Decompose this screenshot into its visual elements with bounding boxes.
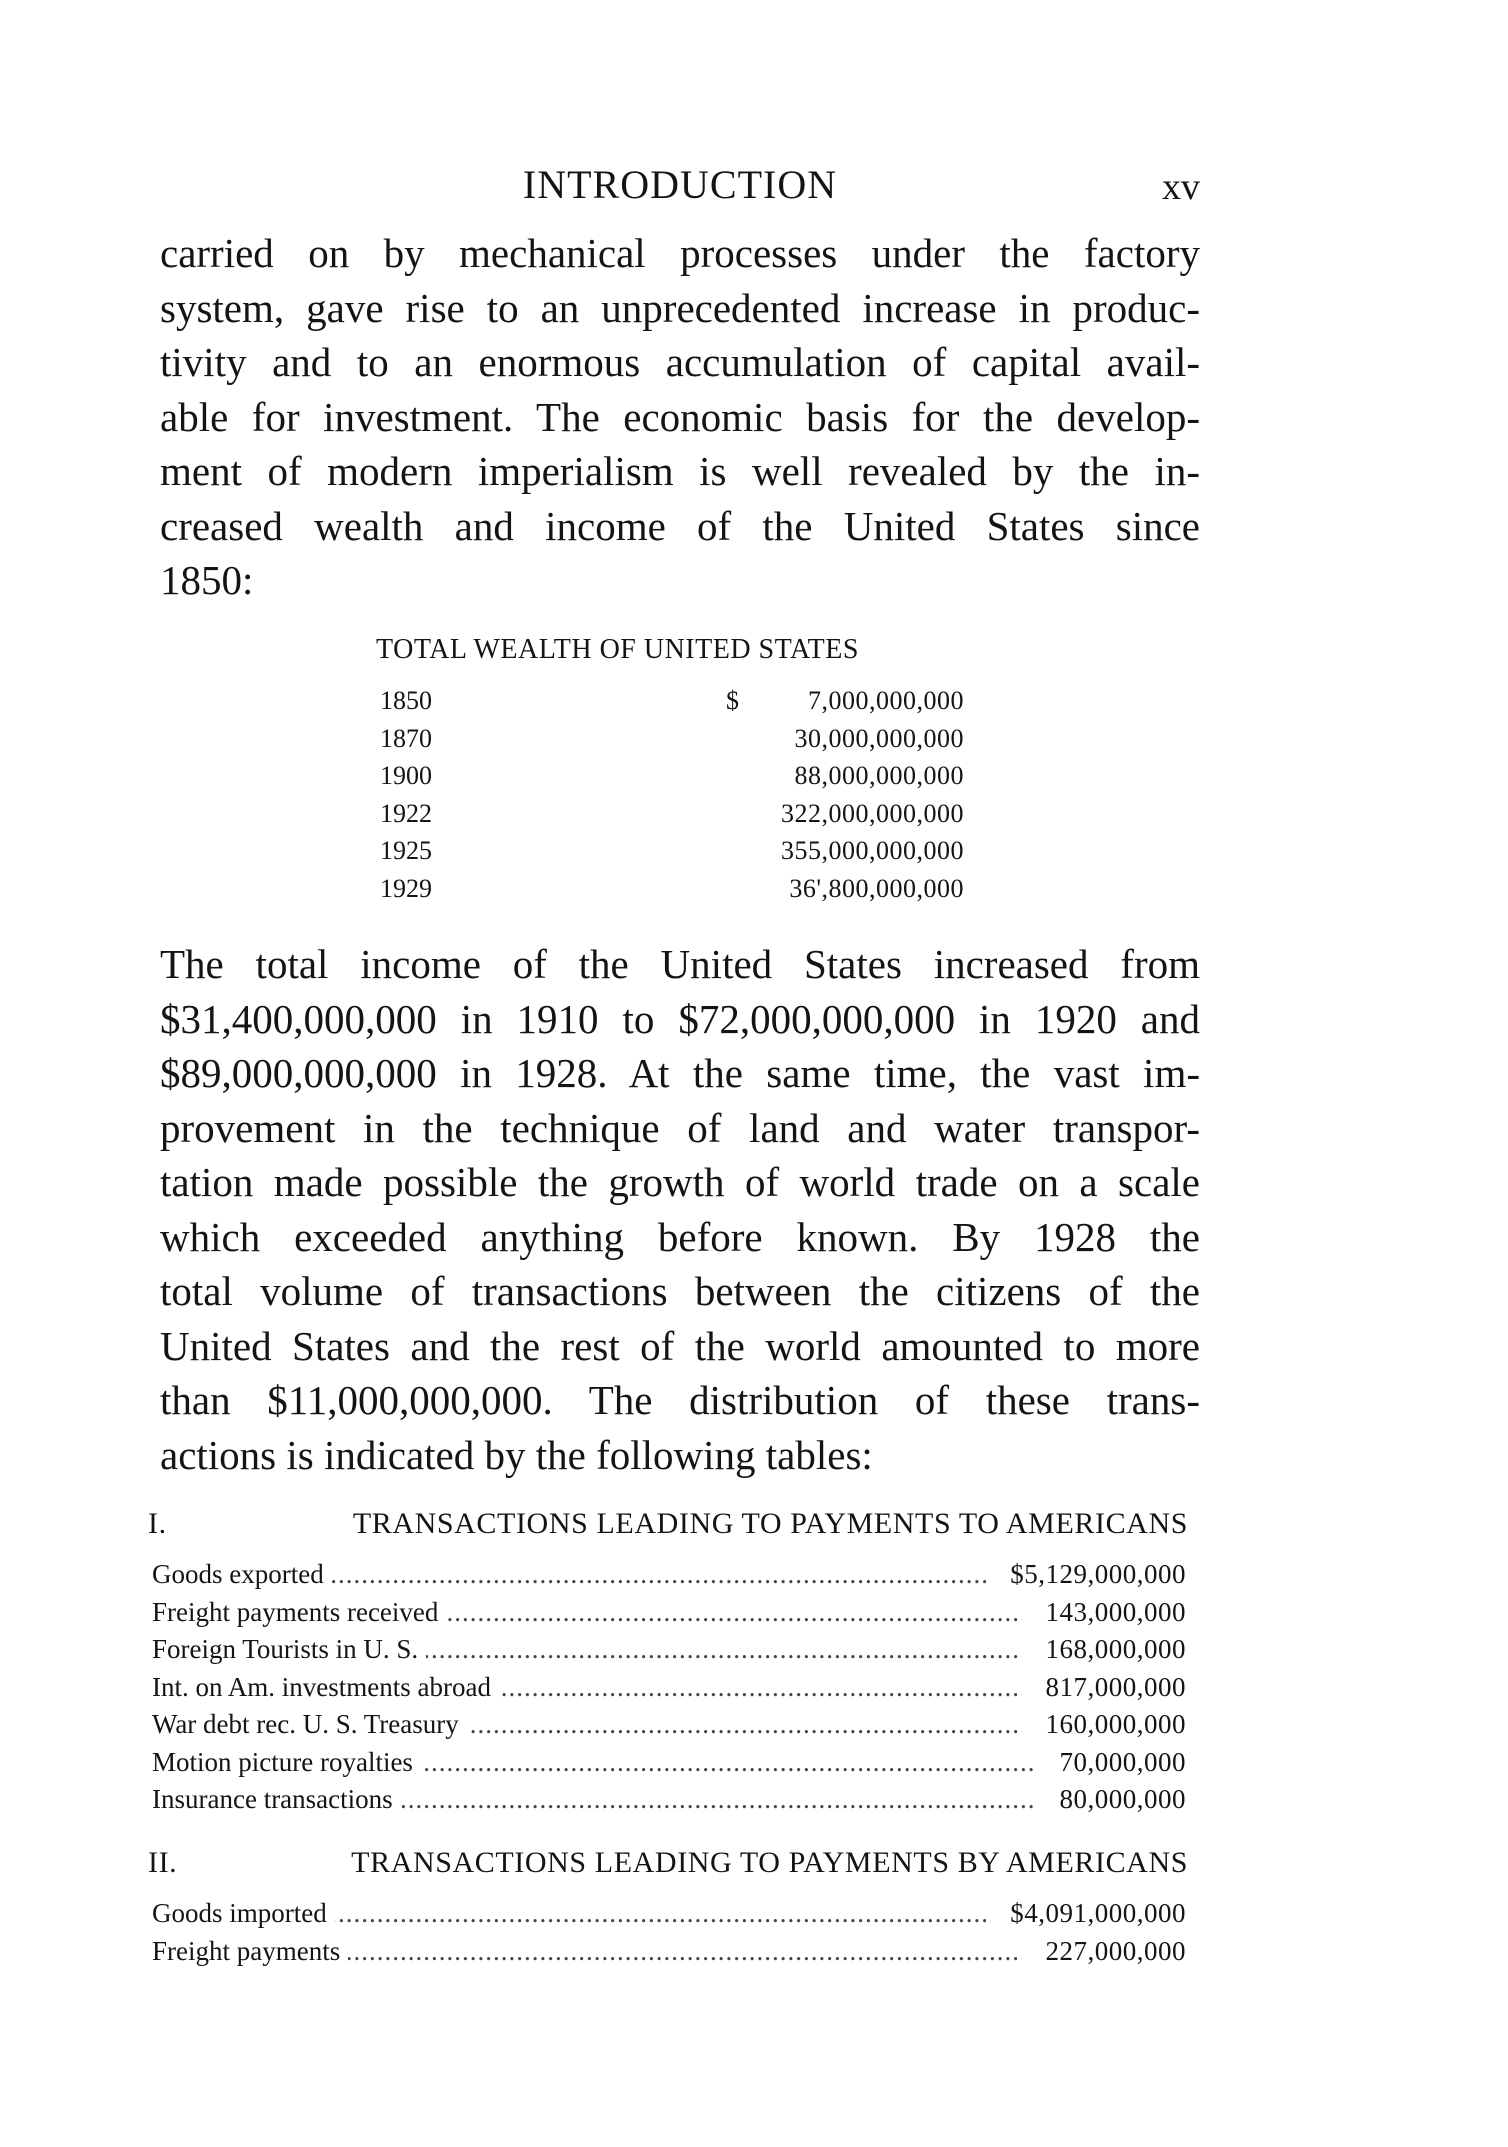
text-line: than $11,000,000,000. The distribution of these trans- bbox=[160, 1377, 1200, 1423]
wealth-year: 1929 bbox=[380, 873, 432, 903]
row-amount: 70,000,000 bbox=[1036, 1744, 1187, 1782]
table-heading-text: TRANSACTIONS LEADING TO PAYMENTS BY AMERICANS bbox=[351, 1846, 1188, 1879]
text-line: carried on by mechanical processes under the factory bbox=[160, 230, 1200, 276]
text-line: which exceeded anything before known. By 1928 the bbox=[160, 1213, 1200, 1260]
text-line: able for investment. The economic basis for the develop- bbox=[160, 393, 1200, 440]
wealth-year: 1900 bbox=[380, 761, 432, 790]
running-title: INTRODUCTION bbox=[522, 162, 838, 207]
row-amount: 227,000,000 bbox=[1022, 1933, 1187, 1971]
row-label: War debt rec. U. S. Treasury bbox=[152, 1709, 467, 1739]
table-row bbox=[148, 1669, 1188, 1707]
row-amount: 168,000,000 bbox=[1022, 1631, 1187, 1669]
table-row bbox=[148, 1933, 1188, 1971]
wealth-year: 1850 bbox=[380, 686, 432, 715]
table-row bbox=[148, 1781, 1188, 1819]
table-row bbox=[376, 720, 976, 758]
table-row bbox=[148, 1594, 1188, 1632]
table-row bbox=[148, 1744, 1188, 1782]
wealth-amount: 355,000,000,000 bbox=[781, 836, 964, 865]
wealth-amount: 322,000,000,000 bbox=[781, 798, 964, 828]
transactions-to-americans-table bbox=[148, 1504, 1188, 1819]
table-row bbox=[376, 870, 976, 908]
row-amount: $5,129,000,000 bbox=[986, 1556, 1186, 1594]
wealth-table-rows bbox=[376, 682, 976, 907]
row-amount: 817,000,000 bbox=[1022, 1669, 1187, 1707]
wealth-table-title: TOTAL WEALTH OF UNITED STATES bbox=[376, 634, 859, 665]
row-label: Goods imported bbox=[152, 1898, 335, 1928]
table-row bbox=[376, 682, 976, 720]
row-amount: 160,000,000 bbox=[1022, 1706, 1187, 1744]
table-numeral: II. bbox=[148, 1846, 178, 1879]
table-rows bbox=[148, 1895, 1188, 1970]
table-rows bbox=[148, 1556, 1188, 1819]
row-label: Foreign Tourists in U. S. bbox=[152, 1634, 426, 1664]
text-line: provement in the technique of land and water transpor- bbox=[160, 1104, 1200, 1151]
row-label: Freight payments bbox=[152, 1936, 348, 1966]
text-line: $31,400,000,000 in 1910 to $72,000,000,000 in 1920 and bbox=[160, 995, 1200, 1042]
transactions-by-americans-table bbox=[148, 1843, 1188, 1970]
row-label: Insurance transactions bbox=[152, 1784, 401, 1814]
table-row bbox=[376, 795, 976, 833]
text-line: tation made possible the growth of world trade on a scale bbox=[160, 1159, 1200, 1205]
row-label: Motion picture royalties bbox=[152, 1747, 421, 1777]
wealth-year: 1870 bbox=[380, 723, 432, 753]
row-amount: 80,000,000 bbox=[1036, 1781, 1187, 1819]
wealth-amount: 7,000,000,000 bbox=[808, 686, 964, 715]
text-line: creased wealth and income of the United States since bbox=[160, 502, 1200, 549]
wealth-amount: 36',800,000,000 bbox=[789, 873, 964, 903]
table-heading-text: TRANSACTIONS LEADING TO PAYMENTS TO AMERICANS bbox=[352, 1507, 1188, 1540]
text-line: 1850: bbox=[160, 557, 254, 603]
page-number: xv bbox=[1162, 166, 1200, 208]
wealth-year: 1922 bbox=[380, 798, 432, 828]
table-row bbox=[148, 1706, 1188, 1744]
table-row bbox=[148, 1556, 1188, 1594]
text-line: total volume of transactions between the citizens of the bbox=[160, 1268, 1200, 1314]
wealth-year: 1925 bbox=[380, 836, 432, 865]
table-heading bbox=[148, 1843, 1188, 1883]
row-amount: 143,000,000 bbox=[1022, 1594, 1187, 1632]
text-line: The total income of the United States increased from bbox=[160, 941, 1200, 987]
currency-symbol: $ bbox=[726, 686, 739, 715]
row-amount: $4,091,000,000 bbox=[986, 1895, 1186, 1933]
page-header bbox=[160, 160, 1200, 210]
row-label: Int. on Am. investments abroad bbox=[152, 1672, 499, 1702]
text-line: tivity and to an enormous accumulation of capital avail- bbox=[160, 339, 1200, 385]
wealth-amount: 30,000,000,000 bbox=[794, 723, 964, 753]
wealth-amount: 88,000,000,000 bbox=[794, 761, 964, 790]
text-line: United States and the rest of the world amounted to more bbox=[160, 1322, 1200, 1369]
table-numeral: I. bbox=[148, 1507, 167, 1540]
paragraph-2 bbox=[160, 937, 1200, 1482]
table-row bbox=[148, 1895, 1188, 1933]
row-label: Goods exported bbox=[152, 1559, 332, 1589]
table-row bbox=[148, 1631, 1188, 1669]
text-line: system, gave rise to an unprecedented increase in produc- bbox=[160, 284, 1200, 331]
text-line: actions is indicated by the following tables: bbox=[160, 1431, 873, 1478]
table-row bbox=[376, 832, 976, 870]
row-label: Freight payments received bbox=[152, 1597, 446, 1627]
text-line: $89,000,000,000 in 1928. At the same time, the vast im- bbox=[160, 1050, 1200, 1096]
table-heading bbox=[148, 1504, 1188, 1544]
paragraph-1 bbox=[160, 226, 1200, 608]
text-line: ment of modern imperialism is well revealed by the in- bbox=[160, 448, 1200, 494]
wealth-table bbox=[376, 630, 976, 907]
table-row bbox=[376, 757, 976, 795]
